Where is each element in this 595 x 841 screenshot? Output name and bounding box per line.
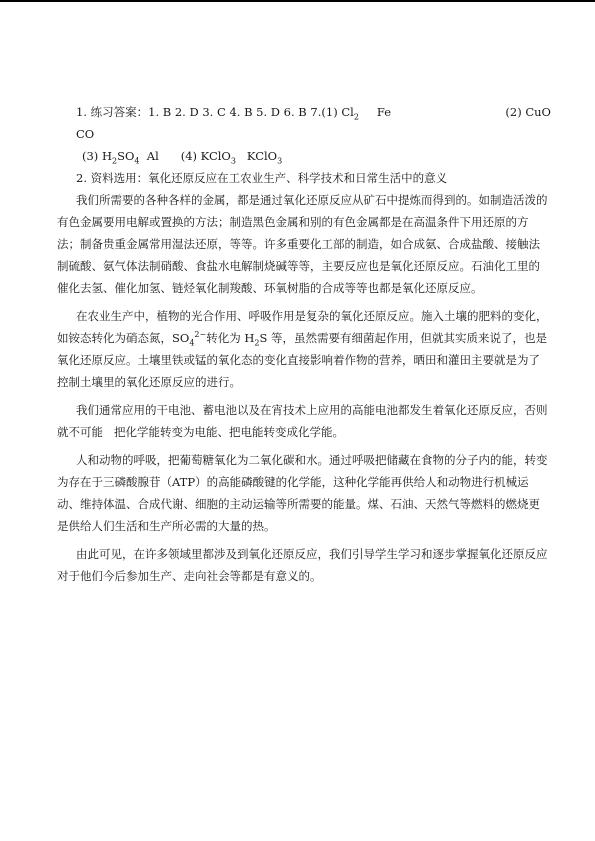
section-2-heading: 2. 资料选用：氧化还原反应在工农业生产、科学技术和日常生活中的意义	[76, 171, 448, 185]
document-content	[57, 101, 551, 587]
answer-line-3: (3) $H_2SO_4$ Al (4) KClO$_3$ KClO$_3$	[82, 149, 283, 166]
answer-part-2: (2) CuO	[505, 105, 551, 119]
paragraph-batteries: 我们通常应用的干电池、蓄电池以及在宵技术上应用的高能电池都发生着氧化还原反应，否则就不可能 把化学能转变为电能、把电能转变成化学能。	[57, 403, 548, 439]
answer-line-2: CO	[76, 127, 95, 141]
paragraph-agriculture: 在农业生产中，植物的光合作用、呼吸作用是复杂的氧化还原反应。施入土壤的肥料的变化，如铵态转化为硝态氮，$SO_4^{2-}$转化为 $H_2S$ 等，虽然需要有细菌起作用，但就其实质来说了，也是氧化还原反应。土壤里铁或锰的氧化态的变化直接影响着作物的营养，晒田和灌田主要就是为了控制土壤里的氧化还原反应的进行。	[57, 309, 548, 389]
top-border-line	[0, 0, 595, 2]
paragraph-metals: 我们所需要的各种各样的金属，都是通过氧化还原反应从矿石中提炼而得到的。如制造活泼的有色金属要用电解或置换的方法；制造黑色金属和别的有色金属都是在高温条件下用还原的方法；制备贵重金属常用湿法还原，等等。许多重要化工部的制造，如合成氨、合成盐酸、接触法制硫酸、氨气体法制硝酸、食盐水电解制烧碱等等，主要反应也是氧化还原反应。石油化工里的催化去氢、催化加氢、链烃氧化制羧酸、环氧树脂的合成等等也都是氧化还原反应。	[57, 193, 548, 295]
answer-choices: 1. 练习答案：1. B 2. D 3. C 4. B 5. D 6. B 7.(1) $Cl_2$ Fe	[76, 105, 392, 122]
answer-line-1	[57, 101, 551, 123]
paragraph-respiration: 人和动物的呼吸，把葡萄糖氧化为二氧化碳和水。通过呼吸把储藏在食物的分子内的能，转变为存在于三磷酸腺苷（ATP）的高能磷酸键的化学能，这种化学能再供给人和动物进行机械运动、维持体温、合成代谢、细胞的主动运输等所需要的能量。煤、石油、天然气等燃料的燃烧更是供给人们生活和生产所必需的大量的热。	[57, 453, 548, 533]
paragraph-conclusion: 由此可见，在许多领域里都涉及到氧化还原反应，我们引导学生学习和逐步掌握氧化还原反应对于他们今后参加生产、走向社会等都是有意义的。	[57, 547, 548, 583]
